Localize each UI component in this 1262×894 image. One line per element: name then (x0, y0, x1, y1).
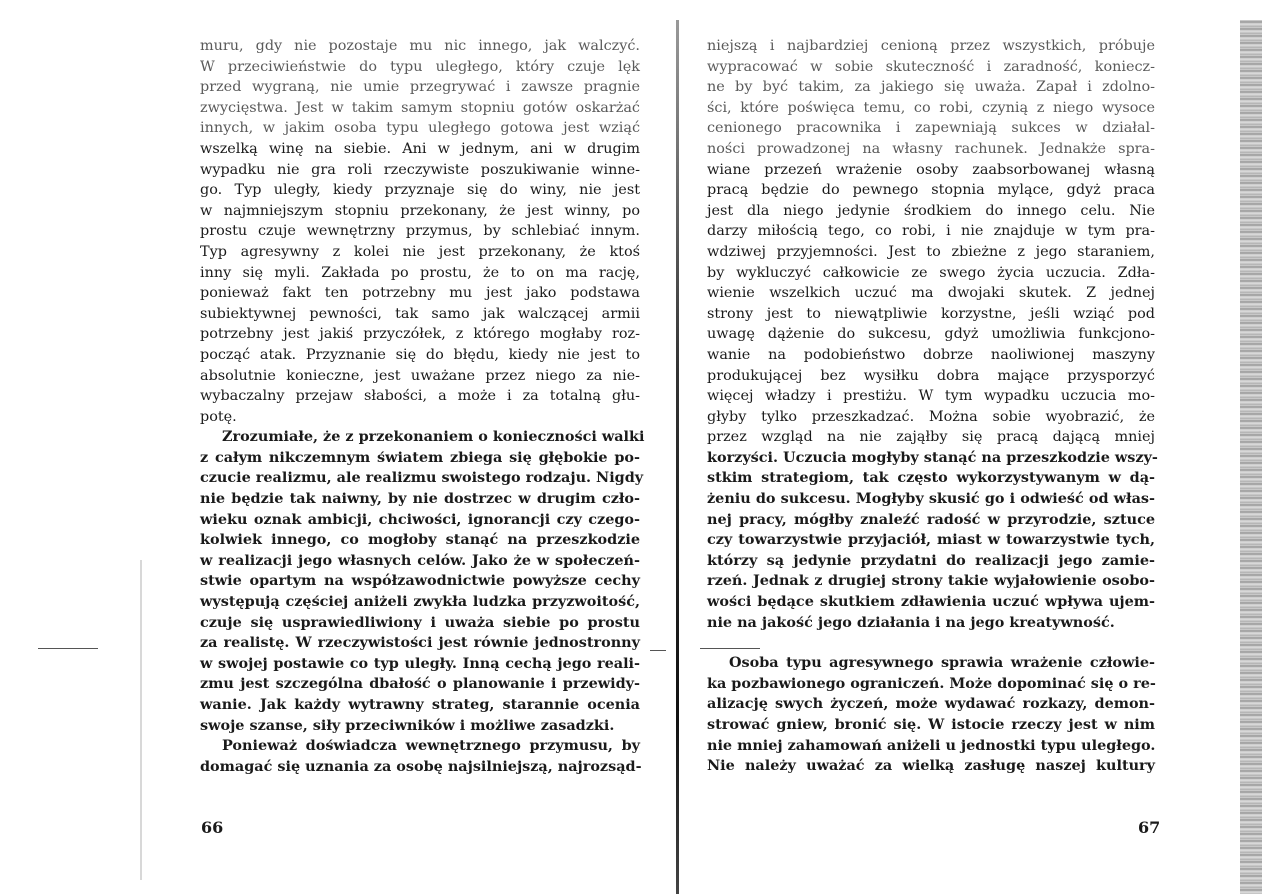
text-line: absolutnie konieczne, jest uważane przez niego za nie- (200, 367, 640, 384)
text-line: alizację swych życzeń, może wydawać rozkazy, demon- (707, 695, 1155, 713)
text-line: więcej władzy i prestiżu. W tym wypadku uczucia mo- (707, 388, 1155, 405)
text-line: przed wygraną, nie umie przegrywać i zawsze pragnie (200, 79, 640, 96)
text-line: innych, w jakim osoba typu uległego gotowa jest wziąć (200, 120, 640, 137)
text-line: wienie wszelkich uczuć ma dwojaki skutek. Z jednej (707, 285, 1155, 302)
text-line: korzyści. Uczucia mogłyby stanąć na przeszkodzie wszy- (707, 448, 1158, 466)
text-line: ka pozbawionego ograniczeń. Może dopominać się o re- (707, 674, 1156, 692)
text-line: w najmniejszym stopniu przekonany, że jest winny, po (200, 202, 640, 219)
text-line: wiane przezeń wrażenie osoby zaabsorbowanej własną (707, 161, 1155, 178)
text-line: Osoba typu agresywnego sprawia wrażenie człowie- (729, 654, 1155, 672)
text-line: w realizacji jego własnych celów. Jako że w społeczeń- (200, 551, 640, 569)
scan-edge-right (1240, 20, 1262, 894)
text-line: czucie realizmu, ale realizmu swoistego rodzaju. Nigdy (200, 469, 644, 487)
right-page-text-continued (707, 653, 1155, 777)
text-line: kolwiek innego, co mogłoby stanąć na przeszkodzie (200, 531, 640, 549)
text-line: strować gniew, bronić się. W istocie rzeczy jest w nim (707, 716, 1155, 733)
text-line: wanie na podobieństwo dobrze naoliwionej maszyny (707, 346, 1155, 363)
text-line: darzy miłością tego, co robi, i nie znajduje w tym pra- (707, 223, 1155, 240)
text-line: zwycięstwa. Jest w takim samym stopniu gotów oskarżać (200, 99, 640, 116)
text-line: z całym nikczemnym światem zbiega się głębokie po- (200, 448, 640, 466)
text-line: wszelką winę na siebie. Ani w jednym, ani w drugim (200, 140, 640, 157)
text-line: potrzebny jest jakiś przyczółek, z którego mogłaby roz- (200, 326, 640, 343)
text-line: go. Typ uległy, kiedy przyznaje się do winy, nie jest (200, 182, 640, 199)
text-line: Zrozumiałe, że z przekonaniem o konieczności walki (222, 428, 645, 446)
text-line: ści, które poświęca temu, co robi, czynią z niego wysoce (707, 99, 1155, 116)
text-line: muru, gdy nie pozostaje mu nic innego, jak walczyć. (200, 38, 640, 54)
text-line: wanie. Jak każdy wytrawny strateg, starannie ocenia (200, 696, 640, 713)
text-line: strony jest to niewątpliwie korzystne, jeśli wziąć pod (707, 305, 1155, 322)
page-number-left: 66 (201, 818, 224, 837)
text-line: wdziwej przyjemności. Jest to zbieżne z jego staraniem, (707, 243, 1155, 260)
text-line: cenionego pracownika i zapewniają sukces w działal- (707, 120, 1155, 137)
section-break (707, 633, 1155, 653)
text-line: wypracować w sobie skuteczność i zaradność, koniecz- (707, 58, 1155, 75)
text-line: stkim strategiom, tak często wykorzystywanym w dą- (707, 469, 1155, 487)
text-line: żeniu do sukcesu. Mogłyby skusić go i odwieść od włas- (707, 490, 1155, 508)
text-line: swoje szanse, siły przeciwników i możliwe zasadzki. (200, 716, 615, 734)
text-line: głyby tylko przeszkadzać. Można sobie wyobrazić, że (707, 408, 1155, 425)
text-line: ponieważ fakt ten potrzebny mu jest jako podstawa (200, 285, 640, 302)
text-line: potę. (200, 408, 237, 425)
text-line: począć atak. Przyznanie się do błędu, kiedy nie jest to (200, 346, 640, 363)
text-line: przez wzgląd na nie zająłby się pracą dającą mniej (707, 429, 1155, 446)
text-line: występują częściej aniżeli zwykła ludzka przyzwoitość, (200, 593, 640, 611)
text-line: by wykluczyć całkowicie ze swego życia uczucia. Zdła- (707, 264, 1155, 281)
right-page (707, 36, 1158, 777)
text-line: wości będące skutkiem zdławienia uczuć wpływa ujem- (707, 593, 1155, 611)
book-gutter (676, 20, 679, 894)
text-line: ne by być takim, za jakiego się uważa. Zapał i zdolno- (707, 79, 1155, 96)
text-line: jest dla niego jedynie środkiem do innego celu. Nie (707, 202, 1155, 219)
text-line: W przeciwieństwie do typu uległego, który czuje lęk (200, 58, 640, 75)
text-line: czy towarzystwie przyjaciół, miast w towarzystwie tych, (707, 531, 1155, 549)
text-line: inny się myli. Zakłada po prostu, że to on ma rację, (200, 264, 640, 281)
text-line: stwie opartym na współzawodnictwie powyższe cechy (200, 572, 640, 590)
text-line: uwagę dążenie do sukcesu, gdyż umożliwia funkcjono- (707, 326, 1155, 343)
text-line: nie na jakość jego działania i na jego kreatywność. (707, 613, 1115, 631)
left-page (200, 36, 645, 777)
text-line: za realistę. W rzeczywistości jest równie jednostronny (200, 634, 640, 652)
text-line: Nie należy uważać za wielką zasługę naszej kultury (707, 757, 1155, 775)
text-line: wybaczalny przejaw słabości, a może i za totalną głu- (200, 388, 640, 405)
page-number-right: 67 (1138, 818, 1161, 837)
text-line: nie będzie tak naiwny, by nie dostrzec w drugim czło- (200, 490, 640, 508)
text-line: nie mniej zahamowań aniżeli u jednostki typu uległego. (707, 736, 1156, 754)
text-line: czuje się usprawiedliwiony i uważa siebie po prostu (200, 613, 640, 631)
text-line: zmu jest szczególna dbałość o planowanie i przewidy- (200, 675, 640, 693)
text-line: wypadku nie gra roli rzeczywiste poszukiwanie winne- (200, 161, 640, 178)
text-line: Typ agresywny z kolei nie jest przekonany, że ktoś (200, 243, 640, 260)
scan-mark (650, 650, 666, 651)
text-line: w swojej postawie co typ uległy. Inną cechą jego reali- (200, 654, 640, 672)
text-line: rzeń. Jednak z drugiej strony takie wyjałowienie osobo- (707, 572, 1155, 590)
scan-mark (38, 648, 98, 649)
text-line: produkującej bez wysiłku dobra mające przysporzyć (707, 367, 1155, 384)
text-line: wieku oznak ambicji, chciwości, ignorancji czy czego- (200, 510, 640, 528)
text-line: ności prowadzonej na własny rachunek. Jednakże spra- (707, 140, 1155, 157)
text-line: niejszą i najbardziej cenioną przez wszystkich, próbuje (707, 38, 1155, 54)
text-line: nej pracy, mógłby znaleźć radość w przyrodzie, sztuce (707, 510, 1155, 528)
text-line: pracą będzie do pewnego stopnia mylące, gdyż praca (707, 182, 1155, 199)
right-page-text (707, 36, 1158, 633)
left-page-text (200, 36, 645, 777)
text-line: subiektywnej pewności, tak samo jak walczącej armii (200, 305, 640, 322)
text-line: domagać się uznania za osobę najsilniejszą, najrozsąd- (200, 757, 642, 775)
text-line: prostu czuje wewnętrzny przymus, by schlebiać innym. (200, 223, 640, 240)
text-line: Ponieważ doświadcza wewnętrznego przymusu, by (222, 737, 640, 755)
scan-edge-left (140, 560, 142, 880)
text-line: którzy są jedynie przydatni do realizacji jego zamie- (707, 551, 1155, 569)
